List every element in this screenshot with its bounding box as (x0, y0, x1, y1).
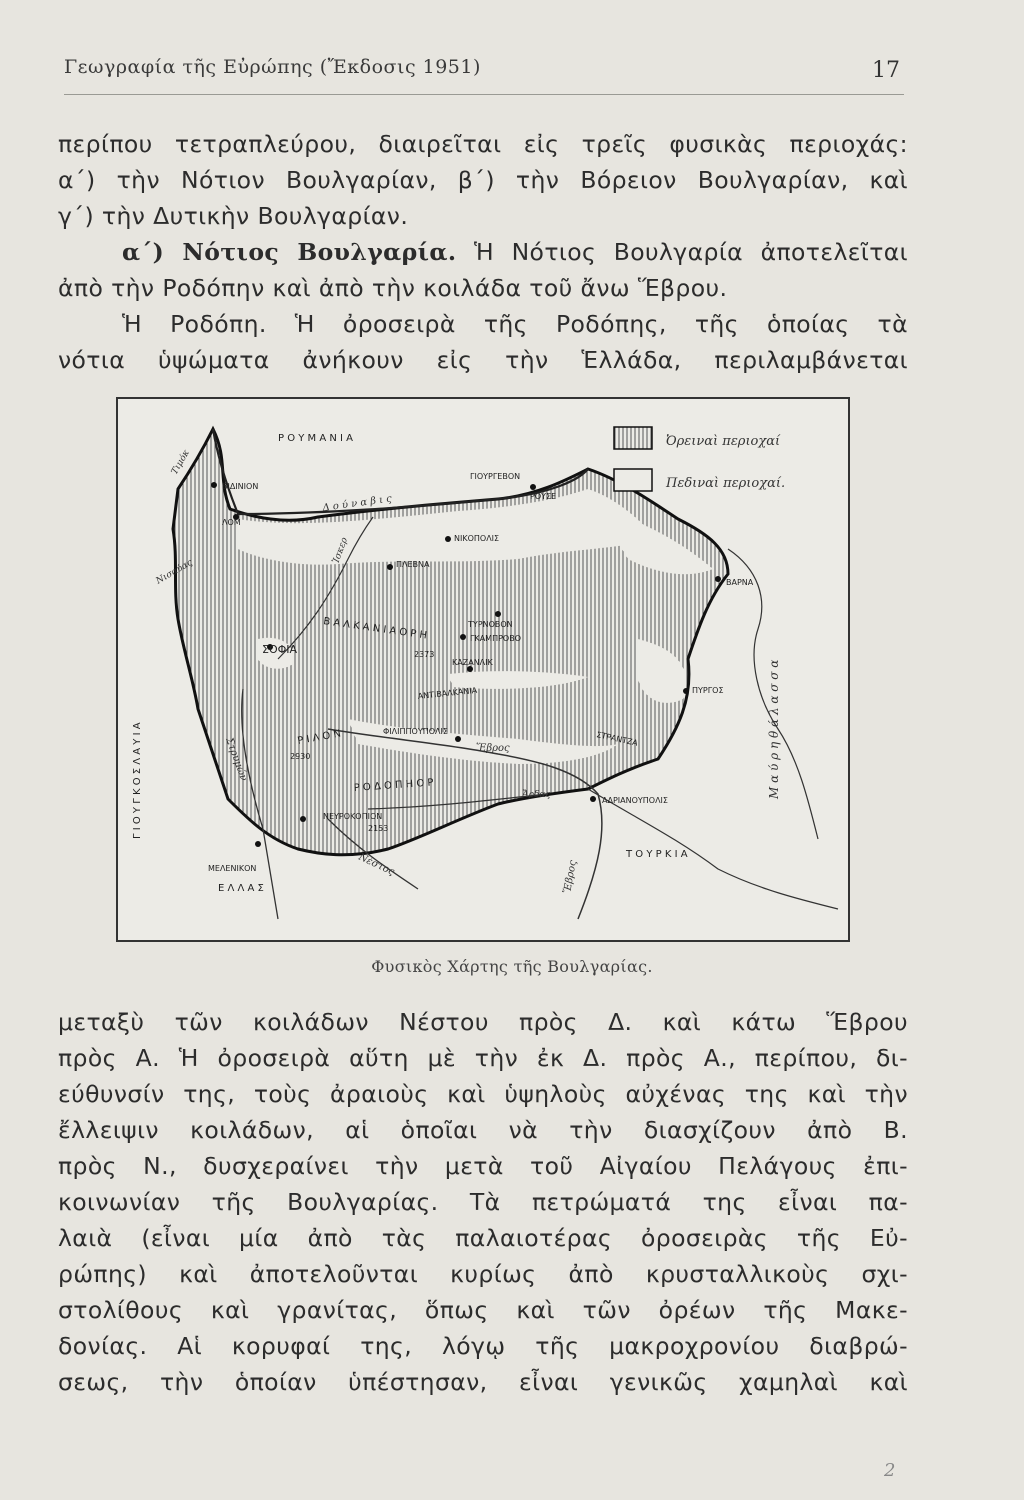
text-line: εύθυνσίν της, τοὺς ἀραιοὺς καὶ ὑψηλοὺς αὐχένας της καὶ τὴν (58, 1080, 908, 1108)
city-lom: ΛΟΜ (222, 518, 241, 527)
label-black-sea: Μ α ύ ρ η θ ά λ α σ σ α (767, 659, 781, 799)
city-kazanlak: ΚΑΖΑΝΛΙΚ (452, 658, 493, 667)
range-strandja: ΣΤΡΑΝΤΖΑ (595, 730, 639, 748)
text-line: πρὸς Ν., δυσχεραίνει τὴν μετὰ τοῦ Αἰγαίου Πελάγους ἐπι- (58, 1152, 908, 1180)
label-yugoslavia: Γ Ι Ο Υ Γ Κ Ο Σ Λ Α Υ Ι Α (132, 722, 143, 839)
text-line: στολίθους καὶ γρανίτας, ὅπως καὶ τῶν ὀρέων τῆς Μακε- (58, 1296, 908, 1324)
top-paragraph (58, 126, 908, 378)
range-antibalkan: ΑΝΤΙΒΑΛΚΑΝΙΑ (417, 685, 478, 701)
section-heading: α΄) Νότιος Βουλγαρία. (122, 238, 457, 266)
river-nisavas: Νισαύας (154, 557, 195, 587)
text-line: ρώπης) καὶ ἀποτελοῦνται κυρίως ἀπὸ κρυσταλλικοὺς σχι- (58, 1260, 908, 1288)
text-line: δονίας. Αἱ κορυφαί της, λόγῳ τῆς μακροχρονίου διαβρώ- (58, 1332, 908, 1360)
elevation-2373: 2373 (414, 650, 435, 659)
signature-mark: 2 (884, 1460, 896, 1481)
section-heading-line (58, 234, 908, 270)
header-rule (64, 94, 904, 95)
legend-mountain-swatch (614, 427, 652, 449)
city-burgas: ΠΥΡΓΟΣ (692, 686, 724, 695)
running-title: Γεωγραφία τῆς Εὐρώπης (Ἔκδοσις 1951) (64, 56, 481, 78)
city-vidin: ΒΙΔΙΝΙΟΝ (222, 482, 259, 491)
river-strymon: Στρυμών (223, 736, 250, 783)
city-adrianoupolis: ΑΔΡΙΑΝΟΥΠΟΛΙΣ (602, 796, 668, 805)
page-number: 17 (872, 58, 900, 83)
elevation-2930: 2930 (290, 752, 311, 761)
text-line: λαιὰ (εἶναι μία ἀπὸ τὰς παλαιοτέρας ὀροσειρὰς τῆς Εὐ- (58, 1224, 908, 1252)
physical-map-bulgaria (116, 397, 850, 942)
text-line: Ἡ Νότιος Βουλγαρία ἀποτελεῖται (456, 238, 908, 266)
river-evros2: Ἕβρος (562, 859, 579, 895)
legend-plain-label: Πεδιναὶ περιοχαί. (666, 476, 786, 491)
legend-plain-swatch (614, 469, 652, 491)
city-nevrokopion: ΝΕΥΡΟΚΟΠΙΟΝ (323, 812, 383, 821)
text-line: ἀπὸ τὴν Ροδόπην καὶ ἀπὸ τὴν κοιλάδα τοῦ ἄνω Ἕβρου. (58, 274, 728, 302)
map-caption: Φυσικὸς Χάρτης τῆς Βουλγαρίας. (371, 957, 653, 976)
range-rhodope: Ρ Ο Δ Ο Π Η Ο Ρ (353, 777, 434, 794)
label-romania: Ρ Ο Υ Μ Α Ν Ι Α (278, 433, 353, 444)
text-line: Ἡ Ροδόπη. Ἡ ὀροσειρὰ τῆς Ροδόπης, τῆς ὁποίας τὰ (122, 310, 908, 338)
elevation-2153: 2153 (368, 824, 389, 833)
text-line: ἔλλειψιν κοιλάδων, αἱ ὁποῖαι νὰ τὴν διασχίζουν ἀπὸ Β. (58, 1116, 908, 1144)
city-plevna: ΠΛΕΒΝΑ (396, 560, 430, 569)
bottom-paragraph (58, 1004, 908, 1400)
city-tyrnovo: ΤΥΡΝΟΒΟΝ (468, 620, 513, 629)
text-line: κοινωνίαν τῆς Βουλγαρίας. Τὰ πετρώματά της εἶναι πα- (58, 1188, 908, 1216)
city-sofia: ΣΟΦΙΑ (262, 643, 298, 656)
city-philippoupolis: ΦΙΛΙΠΠΟΥΠΟΛΙΣ (383, 727, 448, 736)
river-evros: Ἕβρος (476, 743, 510, 754)
river-timok: Τιμόκ (169, 448, 192, 477)
city-gabrovo: ΓΚΑΜΠΡΟΒΟ (470, 634, 521, 643)
label-danube: Δ ο ύ ν α β ι ς (321, 493, 393, 514)
city-giurgevo: ΓΙΟΥΡΓΕΒΟΝ (470, 472, 521, 481)
river-arda: Ἄρδας (522, 790, 551, 800)
label-greece: Ε Λ Λ Α Σ (218, 883, 264, 894)
range-rila: Ρ Ι Λ Ο Ν (296, 728, 342, 747)
text-line: α΄) τὴν Νότιον Βουλγαρίαν, β΄) τὴν Βόρειον Βουλγαρίαν, καὶ (58, 166, 908, 194)
text-line: περίπου τετραπλεύρου, διαιρεῖται εἰς τρεῖς φυσικὰς περιοχάς: (58, 130, 908, 158)
text-line: νότια ὑψώματα ἀνήκουν εἰς τὴν Ἑλλάδα, περιλαμβάνεται (58, 346, 908, 374)
city-nikopolis: ΝΙΚΟΠΟΛΙΣ (454, 534, 500, 543)
range-balkan: Β Α Λ Κ Α Ν Ι Α Ο Ρ Η (322, 616, 428, 642)
river-iskar: Ἰσκερ (331, 536, 351, 566)
city-varna: ΒΑΡΝΑ (726, 578, 754, 587)
legend-mountain-label: Ὀρειναὶ περιοχαί (666, 434, 781, 449)
text-line: γ΄) τὴν Δυτικὴν Βουλγαρίαν. (58, 202, 409, 230)
text-line: πρὸς Α. Ἡ ὀροσειρὰ αὕτη μὲ τὴν ἐκ Δ. πρὸς Α., περίπου, δι- (58, 1044, 908, 1072)
label-turkey: Τ Ο Υ Ρ Κ Ι Α (626, 849, 688, 860)
text-line: σεως, τὴν ὁποίαν ὑπέστησαν, εἶναι γενικῶς χαμηλαὶ καὶ (58, 1368, 908, 1396)
river-nestos: Νέστος (356, 851, 396, 878)
text-line: μεταξὺ τῶν κοιλάδων Νέστου πρὸς Δ. καὶ κάτω Ἕβρου (58, 1008, 908, 1036)
city-rouse: ΡΟΥΣΕ (530, 492, 557, 501)
city-meleniko: ΜΕΛΕΝΙΚΟΝ (208, 864, 257, 873)
